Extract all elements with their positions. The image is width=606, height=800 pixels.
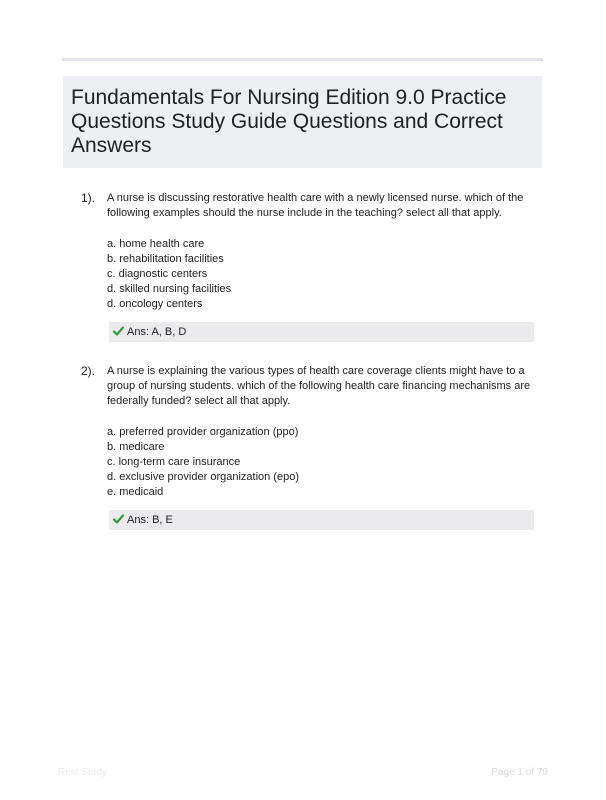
- option-item: d. oncology centers: [107, 298, 203, 310]
- option-item: c. diagnostic centers: [107, 268, 208, 280]
- option-item: e. medicaid: [107, 486, 164, 498]
- option-item: a. preferred provider organization (ppo): [107, 426, 299, 438]
- question-text: A nurse is discussing restorative health care with a newly licensed nurse. which of the following examples should the nurse include in the teaching? select all that apply.: [107, 192, 524, 219]
- page-number: Page 1 of 79: [491, 767, 548, 778]
- answer-text: Ans: A, B, D: [127, 326, 187, 338]
- option-item: d. skilled nursing facilities: [107, 283, 232, 295]
- answer-text: Ans: B, E: [127, 514, 173, 526]
- top-divider: [62, 58, 543, 61]
- question-number: 2).: [81, 364, 96, 378]
- document-title: Fundamentals For Nursing Edition 9.0 Practice Questions Study Guide Questions and Correct Answers: [71, 86, 507, 157]
- question-number: 1).: [81, 191, 96, 205]
- answer-bar: [109, 322, 534, 342]
- option-item: d. exclusive provider organization (epo): [107, 471, 299, 483]
- title-banner: [63, 76, 542, 168]
- option-item: c. long-term care insurance: [107, 456, 241, 468]
- check-icon: [113, 511, 124, 531]
- option-list: [107, 237, 231, 312]
- option-list: [107, 425, 299, 500]
- footer-brand: Rest Study: [58, 767, 107, 778]
- question-1: [81, 191, 536, 351]
- answer-bar: [109, 510, 534, 530]
- question-2: [81, 364, 536, 534]
- check-icon: [113, 323, 124, 343]
- option-item: b. rehabilitation facilities: [107, 253, 224, 265]
- option-item: b. medicare: [107, 441, 165, 453]
- option-item: a. home health care: [107, 238, 205, 250]
- question-text: A nurse is explaining the various types of health care coverage clients might have to a group of nursing students. which of the following health care financing mechanisms are federally funded? select all that apply.: [107, 365, 531, 407]
